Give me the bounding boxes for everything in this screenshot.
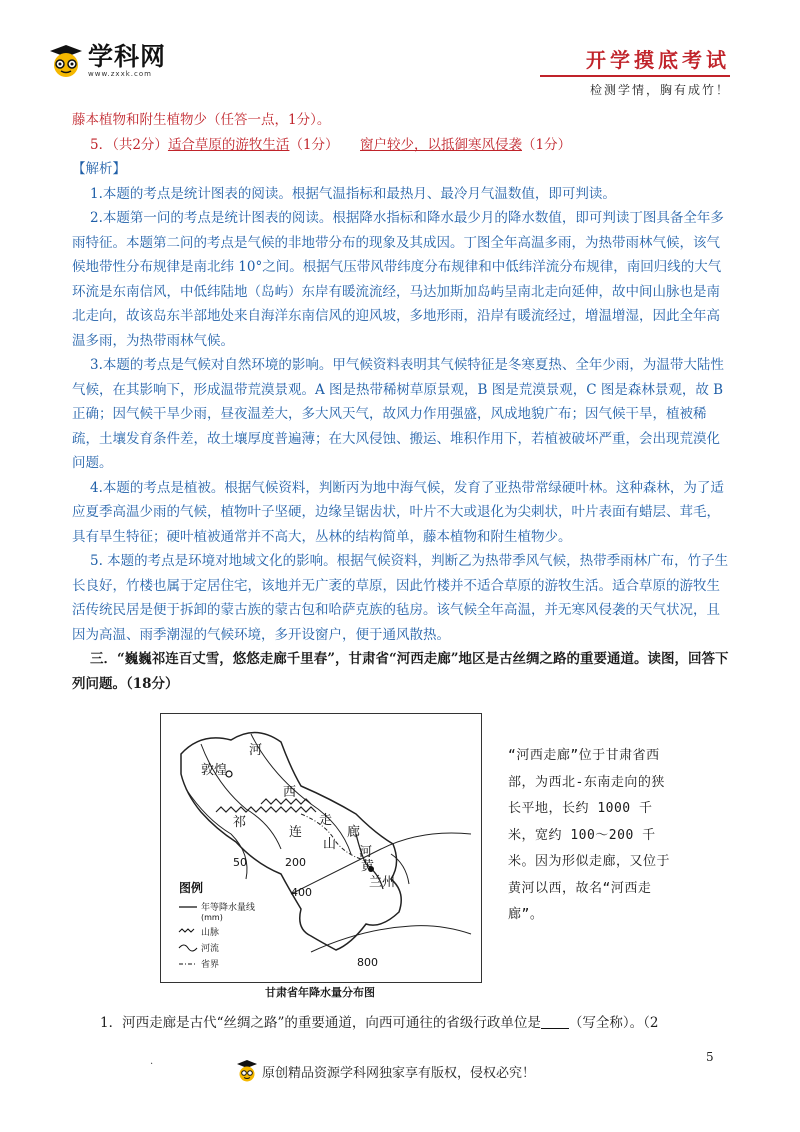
- map-label-xi: 西: [283, 785, 297, 800]
- map-label-800: 800: [357, 956, 378, 969]
- q5-answer-a-score: （1分）: [289, 136, 339, 153]
- footer-logo-icon: [236, 1060, 258, 1082]
- hexi-corridor-note: “河西走廊”位于甘肃省西部，为西北-东南走向的狭长平地，长约 1000 千米，宽约 100～200 千米。因为形似走廊，又位于黄河以西，故名“河西走廊”。: [508, 748, 671, 922]
- analysis-p3: 3.本题的考点是气候对自然环境的影响。甲气候资料表明其气候特征是冬寒夏热、全年少雨，为温带大陆性气候，在其影响下，形成温带荒漠景观。A 图是热带稀树草原景观，B 图是荒漠景观，C 图是森林景观，故 B 正确；因气候干旱少雨，昼夜温差大，多大风天气，故风力作用强盛，风成地貌广布；因气候干旱，植被稀疏，土壤发育条件差，故土壤厚度普遍薄；在大风侵蚀、搬运、堆积作用下，若植被破坏严重，会出现荒漠化问题。: [72, 357, 724, 471]
- legend-title: 图例: [179, 881, 204, 895]
- map-label-50: 50: [233, 856, 247, 869]
- page-number: 5: [706, 1050, 714, 1064]
- legend-river: 河流: [201, 944, 220, 954]
- legend-boundary: 省界: [201, 960, 220, 970]
- answer-line-1: 藤本植物和附生植物少（任答一点，1分）。: [72, 112, 331, 128]
- analysis-p4: 4.本题的考点是植被。根据气候资料，判断丙为地中海气候，发育了亚热带常绿硬叶林。这种森林，为了适应夏季高温少雨的气候，植物叶子坚硬，边缘呈锯齿状，叶片不大或退化为尖刺状，叶片表面有蜡层、茸毛，具有旱生特征；硬叶植被通常并不高大，丛林的结构简单，藤本植物和附生植物少。: [72, 479, 724, 545]
- map-label-huang: 黄: [361, 859, 375, 874]
- analysis-p5: 5. 本题的考点是环境对地域文化的影响。根据气候资料，判断乙为热带季风气候，热带季雨林广布，竹子生长良好，竹楼也属于定居住宅，该地并无广袤的草原，因此竹楼并不适合草原的游牧生活。适合草原的游牧生活传统民居是便于拆卸的蒙古族的蒙古包和哈萨克族的毡房。该气候全年高温，并无寒风侵袭的天气状况，且因为高温、雨季潮湿的气候环境，多开设窗户，便于通风散热。: [72, 553, 729, 643]
- map-label-lang: 廊: [347, 825, 361, 840]
- legend-unit: (mm): [201, 913, 223, 922]
- map-label-200: 200: [285, 856, 306, 869]
- map-label-lanzhou: 兰州: [369, 875, 396, 890]
- answer-q5: [72, 133, 732, 158]
- slogan-divider: [540, 75, 730, 77]
- legend-isohyet: 年等降水量线: [201, 903, 256, 913]
- q5-answer-a: 适合草原的游牧生活: [167, 136, 290, 153]
- analysis-title: 【解析】: [72, 161, 126, 177]
- logo-title: 学科网: [88, 42, 167, 71]
- map-label-dunhuang: 敦煌: [201, 763, 228, 778]
- footer-dot: .: [150, 1056, 154, 1067]
- legend-mountain: 山脉: [201, 928, 220, 938]
- question-1: [100, 1011, 750, 1031]
- q5-prefix: 5．（共2分）: [90, 136, 168, 153]
- q5-answer-b-score: （1分）: [522, 136, 572, 153]
- logo[interactable]: [48, 44, 166, 78]
- logo-url: www.zxxk.com: [88, 70, 152, 78]
- slogan-title: 开学摸底考试: [586, 48, 730, 72]
- page-footer: [0, 1046, 800, 1106]
- map-label-zou: 走: [319, 813, 333, 828]
- question-1-suffix: （写全称）。（2: [568, 1015, 659, 1031]
- map-label-lian: 连: [289, 825, 303, 840]
- logo-face-icon: [48, 44, 84, 78]
- map-label-400: 400: [291, 886, 312, 899]
- map-label-shan: 山: [323, 837, 337, 852]
- map-label-qi: 祁: [233, 815, 247, 830]
- map-label-he2: 河: [359, 845, 373, 860]
- exam-slogan: [540, 44, 730, 98]
- question-1-text: 1．河西走廊是古代“丝绸之路”的重要通道，向西可通往的省级行政单位是: [100, 1015, 541, 1031]
- gansu-precipitation-map: [160, 713, 482, 983]
- analysis-p1: 1.本题的考点是统计图表的阅读。根据气温指标和最热月、最冷月气温数值，即可判读。: [90, 185, 616, 202]
- map-label-he: 河: [249, 743, 263, 758]
- analysis-p2: 2.本题第一问的考点是统计图表的阅读。根据降水指标和降水最少月的降水数值，即可判读丁图具备全年多雨特征。本题第二问的考点是气候的非地带分布的现象及其成因。丁图全年高温多雨，为热带雨林气候，该气候地带性分布规律是南北纬 10°之间。根据气压带风带纬度分布规律和中低纬洋流分布规律，南回归线的大气环流是东南信风，中低纬陆地（岛屿）东岸有暖流流经，马达加斯加岛屿呈南北走向延伸，故中间山脉也是南北走向，故该岛东半部地处来自海洋东南信风的迎风坡，多地形雨，沿岸有暖流经过，增温增湿，因此全年高温多雨，为热带雨林气候。: [72, 210, 724, 349]
- slogan-subtitle: 检测学情，胸有成竹！: [589, 83, 730, 97]
- page-header: [0, 0, 800, 100]
- map-graphic: [161, 714, 481, 982]
- footer-copyright: 原创精品资源学科网独家享有版权，侵权必究！: [262, 1066, 536, 1081]
- page-content: [72, 108, 732, 696]
- q5-answer-b: 窗户较少，以抵御寒风侵袭: [360, 136, 522, 153]
- map-caption: 甘肃省年降水量分布图: [265, 986, 375, 999]
- answer-blank[interactable]: [541, 1014, 569, 1029]
- section-3-heading: 三．“巍巍祁连百丈雪，悠悠走廊千里春”，甘肃省“河西走廊”地区是古丝绸之路的重要通道。读图，回答下列问题。（18分）: [72, 651, 729, 692]
